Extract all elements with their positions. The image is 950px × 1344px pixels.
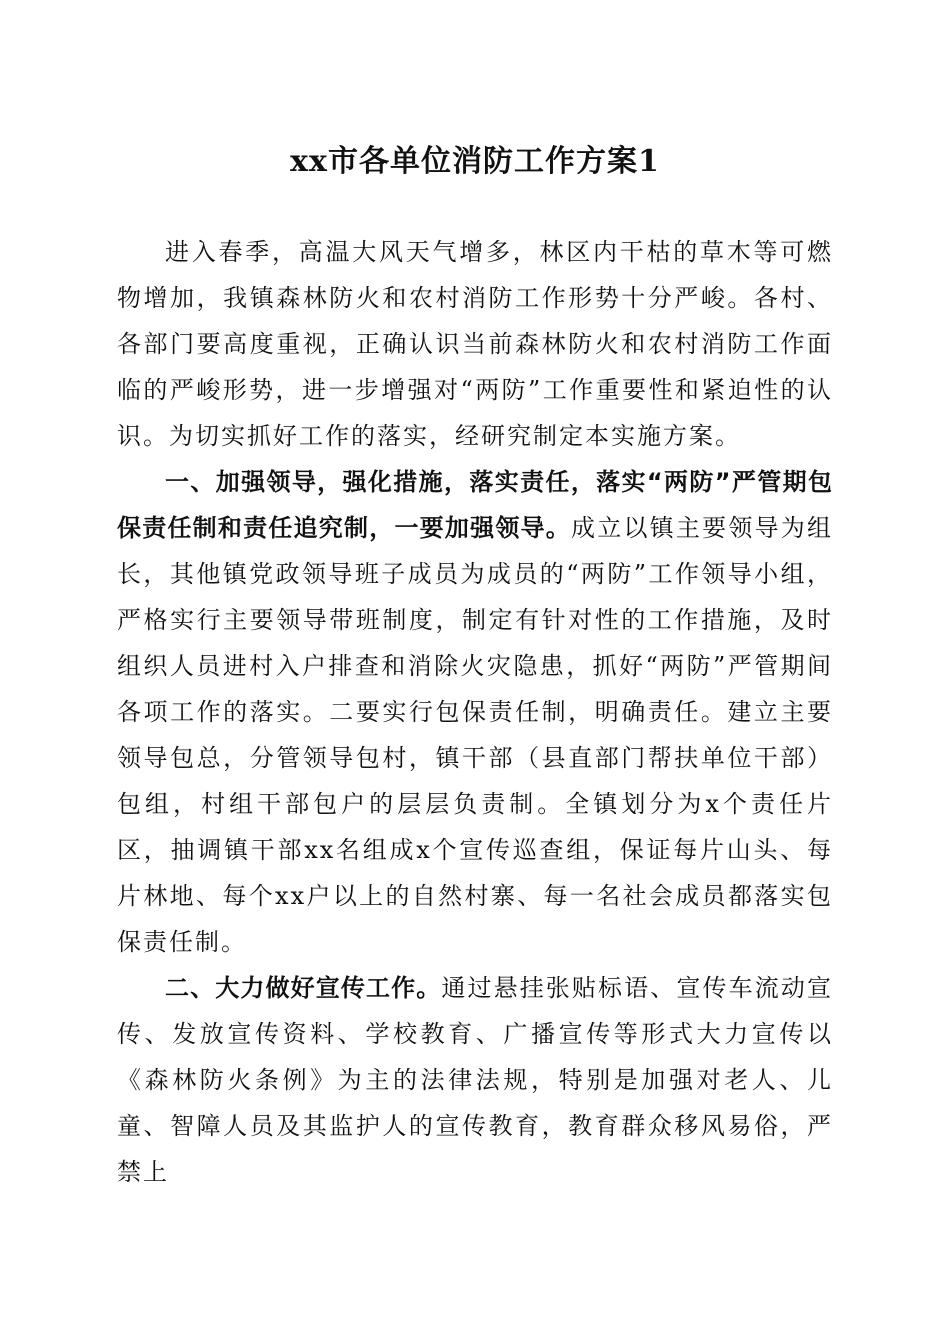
paragraph-intro [117,229,833,459]
paragraph-text: 进入春季，高温大风天气增多，林区内干枯的草木等可燃物增加，我镇森林防火和农村消防工作形势十分严峻。各村、各部门要高度重视，正确认识当前森林防火和农村消防工作面临的严峻形势，进一步增强对“两防”工作重要性和紧迫性的认识。为切实抓好工作的落实，经研究制定本实施方案。 [117,238,833,450]
document-body [117,229,833,1195]
paragraph-heading: 一、加强领导，强化措施，落实责任，落实“两防”严管期包保责任制和责任追究制，一要加强领导。 [117,468,833,542]
paragraph-section-2 [117,965,833,1195]
paragraph-text: 成立以镇主要领导为组长，其他镇党政领导班子成员为成员的“两防”工作领导小组，严格实行主要领导带班制度，制定有针对性的工作措施，及时组织人员进村入户排查和消除火灾隐患，抓好“两防”严管期间各项工作的落实。二要实行包保责任制，明确责任。建立主要领导包总，分管领导包村，镇干部（县直部门帮扶单位干部）包组，村组干部包户的层层负责制。全镇划分为x个责任片区，抽调镇干部xx名组成x个宣传巡查组，保证每片山头、每片林地、每个xx户以上的自然村寨、每一名社会成员都落实包保责任制。 [117,514,833,956]
document-title: xx市各单位消防工作方案1 [290,144,660,179]
paragraph-heading: 二、大力做好宣传工作。 [165,974,442,1002]
paragraph-section-1 [117,459,833,965]
paragraph-text: 通过悬挂张贴标语、宣传车流动宣传、发放宣传资料、学校教育、广播宣传等形式大力宣传以《森林防火条例》为主的法律法规，特别是加强对老人、儿童、智障人员及其监护人的宣传教育，教育群众移风易俗，严禁上 [117,974,834,1186]
